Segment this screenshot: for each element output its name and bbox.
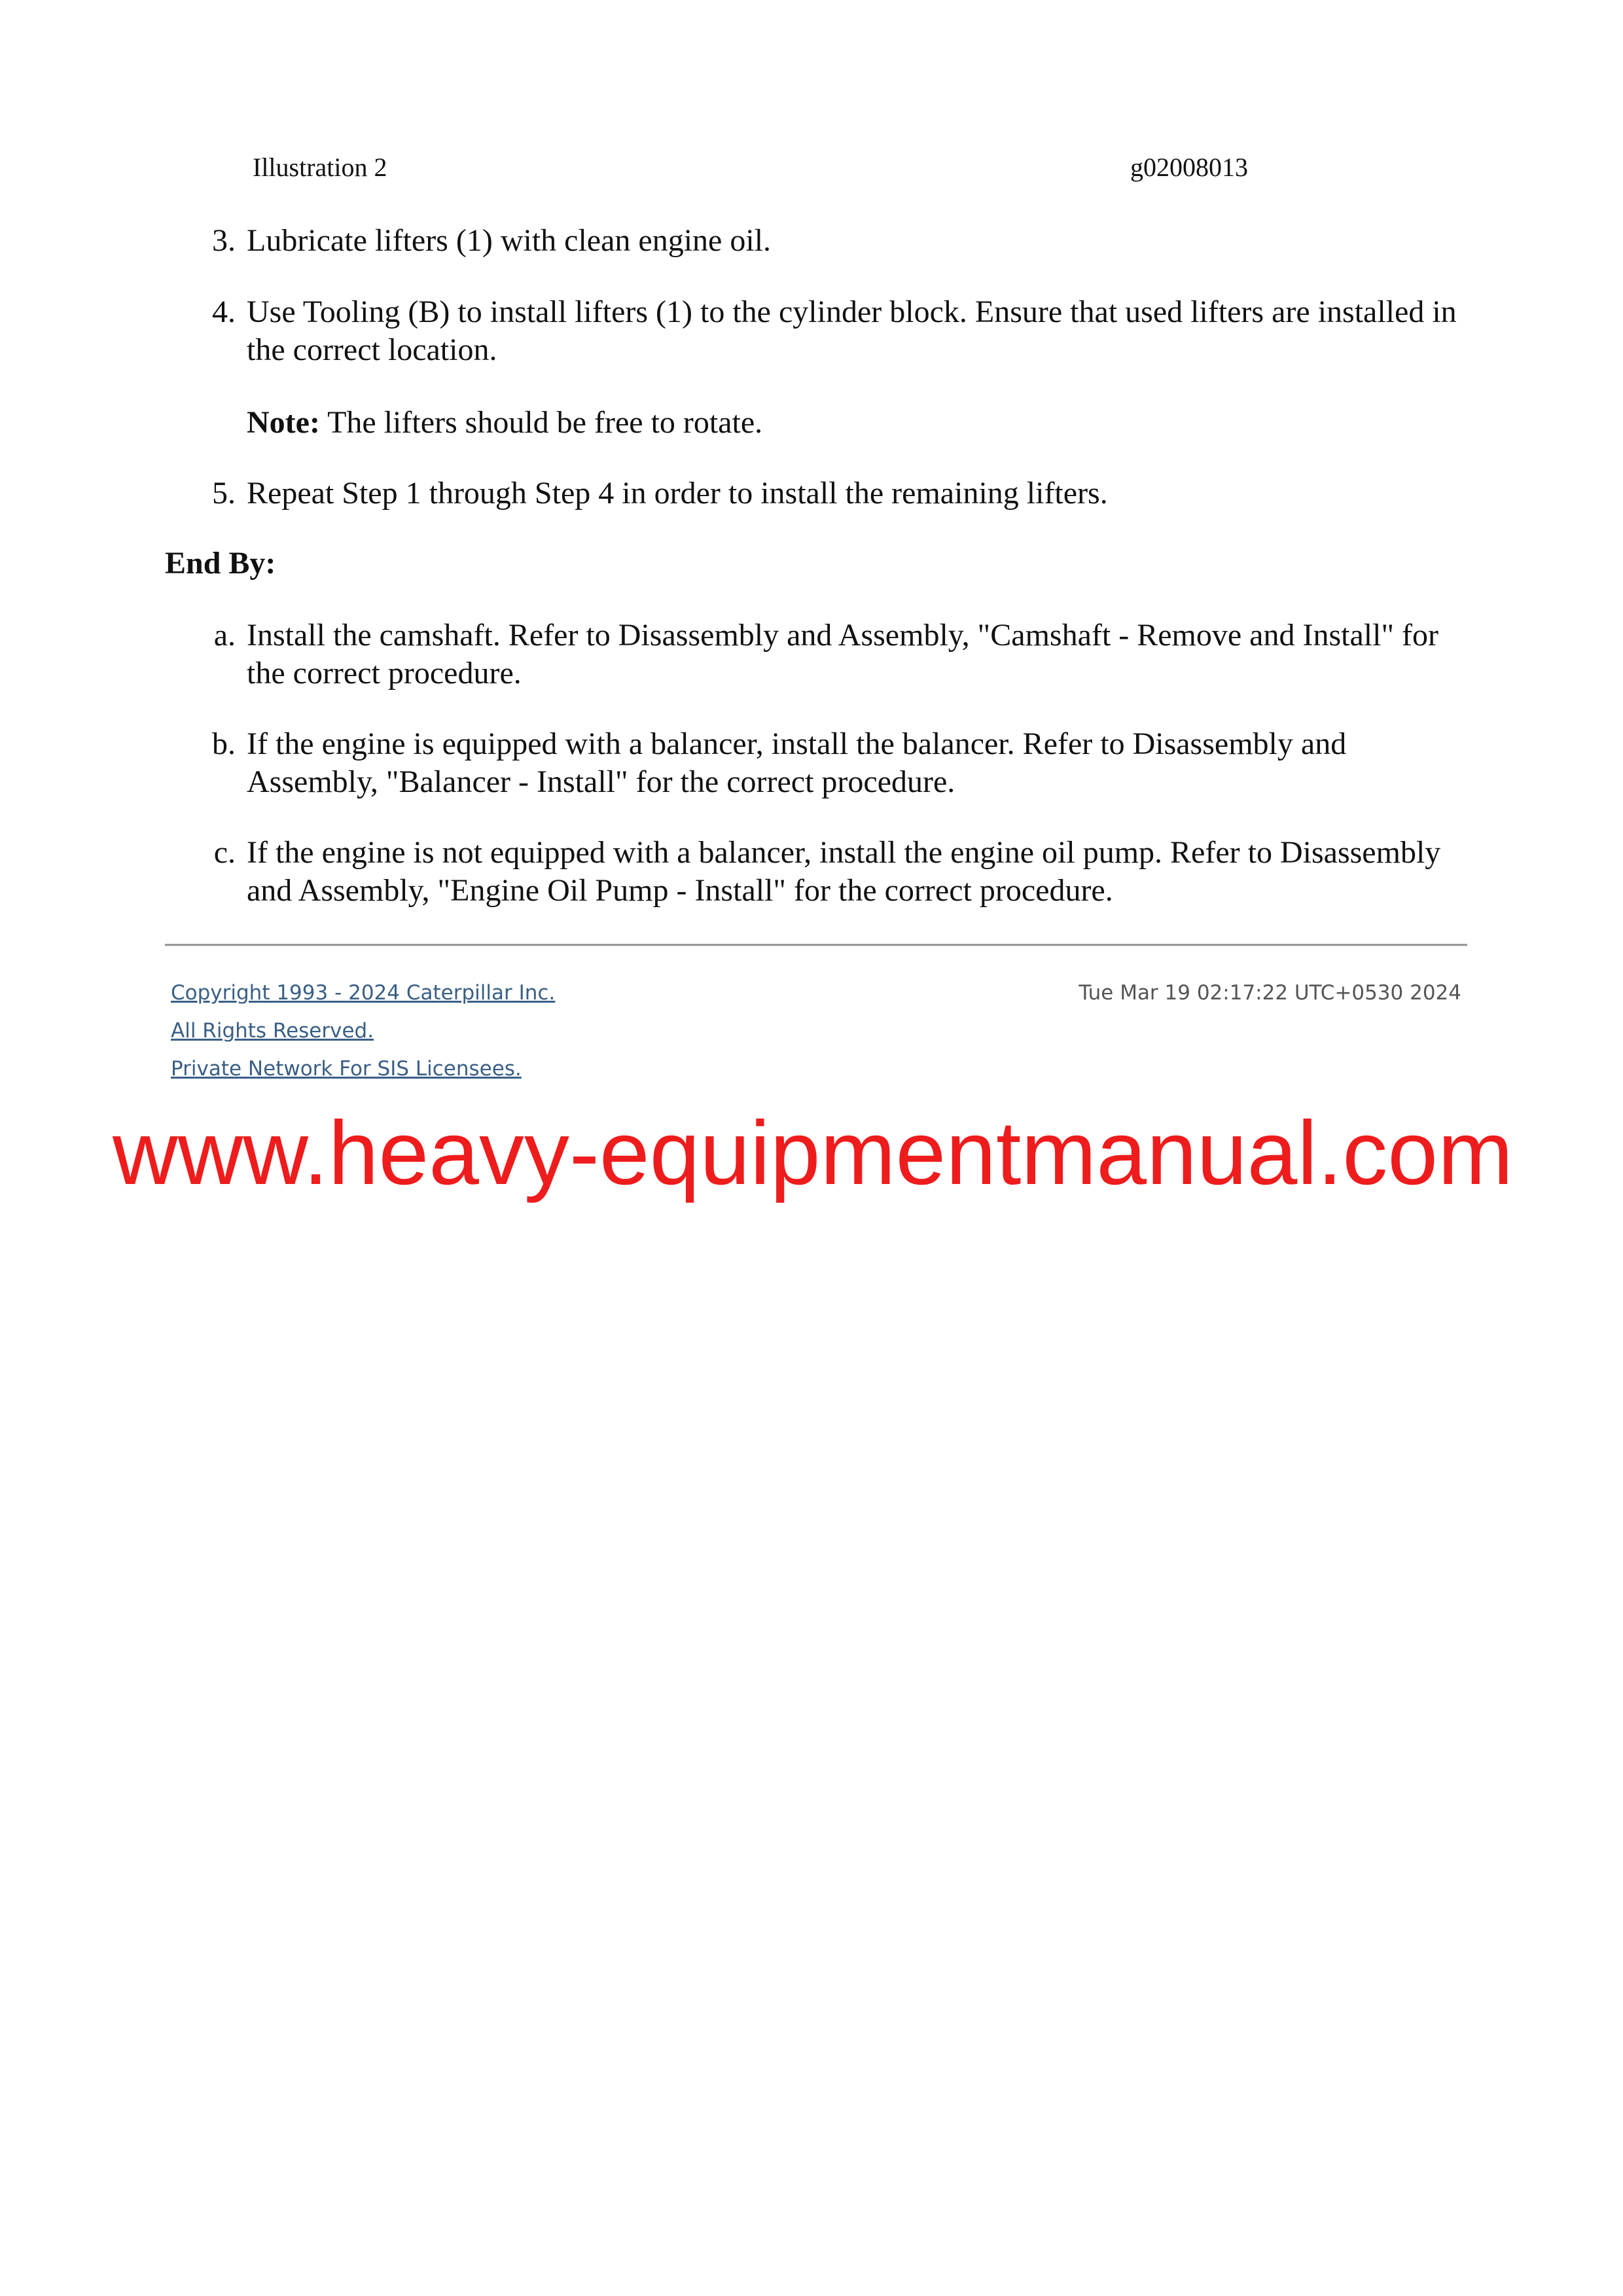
end-by-item-a	[196, 617, 1479, 692]
item-marker: c.	[213, 835, 236, 870]
item-marker: b.	[212, 726, 236, 761]
step-text: Use Tooling (B) to install lifters (1) to the cylinder block. Ensure that used lifters are installed in the correct location.	[247, 295, 1457, 367]
end-by-item-b	[196, 725, 1479, 801]
footer-timestamp: Tue Mar 19 02:17:22 UTC+0530 2024	[1079, 981, 1461, 1005]
step-item-4	[196, 293, 1479, 369]
illustration-id: g02008013	[1130, 152, 1248, 182]
item-text: If the engine is not equipped with a balancer, install the engine oil pump. Refer to Disassembly and Assembly, "Engine Oil Pump - Install" for the correct procedure.	[247, 835, 1441, 908]
step-item-3	[196, 222, 1479, 260]
copyright-link[interactable]: Copyright 1993 - 2024 Caterpillar Inc.	[171, 981, 556, 1005]
item-text: Install the camshaft. Refer to Disassembly and Assembly, "Camshaft - Remove and Install" for the correct procedure.	[247, 618, 1438, 691]
end-by-heading: End By:	[165, 546, 276, 581]
step-marker: 4.	[212, 295, 236, 329]
watermark-text: www.heavy-equipmentmanual.com	[113, 1103, 1514, 1204]
end-by-item-c	[196, 834, 1479, 910]
step-item-5	[196, 475, 1479, 512]
note-text: The lifters should be free to rotate.	[327, 405, 763, 440]
illustration-label: Illustration 2	[253, 152, 387, 182]
network-link[interactable]: Private Network For SIS Licensees.	[171, 1057, 522, 1081]
step-text: Repeat Step 1 through Step 4 in order to install the remaining lifters.	[247, 476, 1108, 511]
rights-link[interactable]: All Rights Reserved.	[171, 1019, 374, 1043]
step-text: Lubricate lifters (1) with clean engine oil.	[247, 223, 772, 258]
item-marker: a.	[213, 618, 236, 653]
item-text: If the engine is equipped with a balancer, install the balancer. Refer to Disassembly and Assembly, "Balancer - Install" for the correct procedure.	[247, 726, 1347, 799]
step-marker: 3.	[212, 223, 236, 258]
footer-divider	[165, 944, 1467, 946]
note	[247, 404, 762, 442]
step-marker: 5.	[212, 476, 236, 511]
note-label: Note:	[247, 405, 320, 440]
